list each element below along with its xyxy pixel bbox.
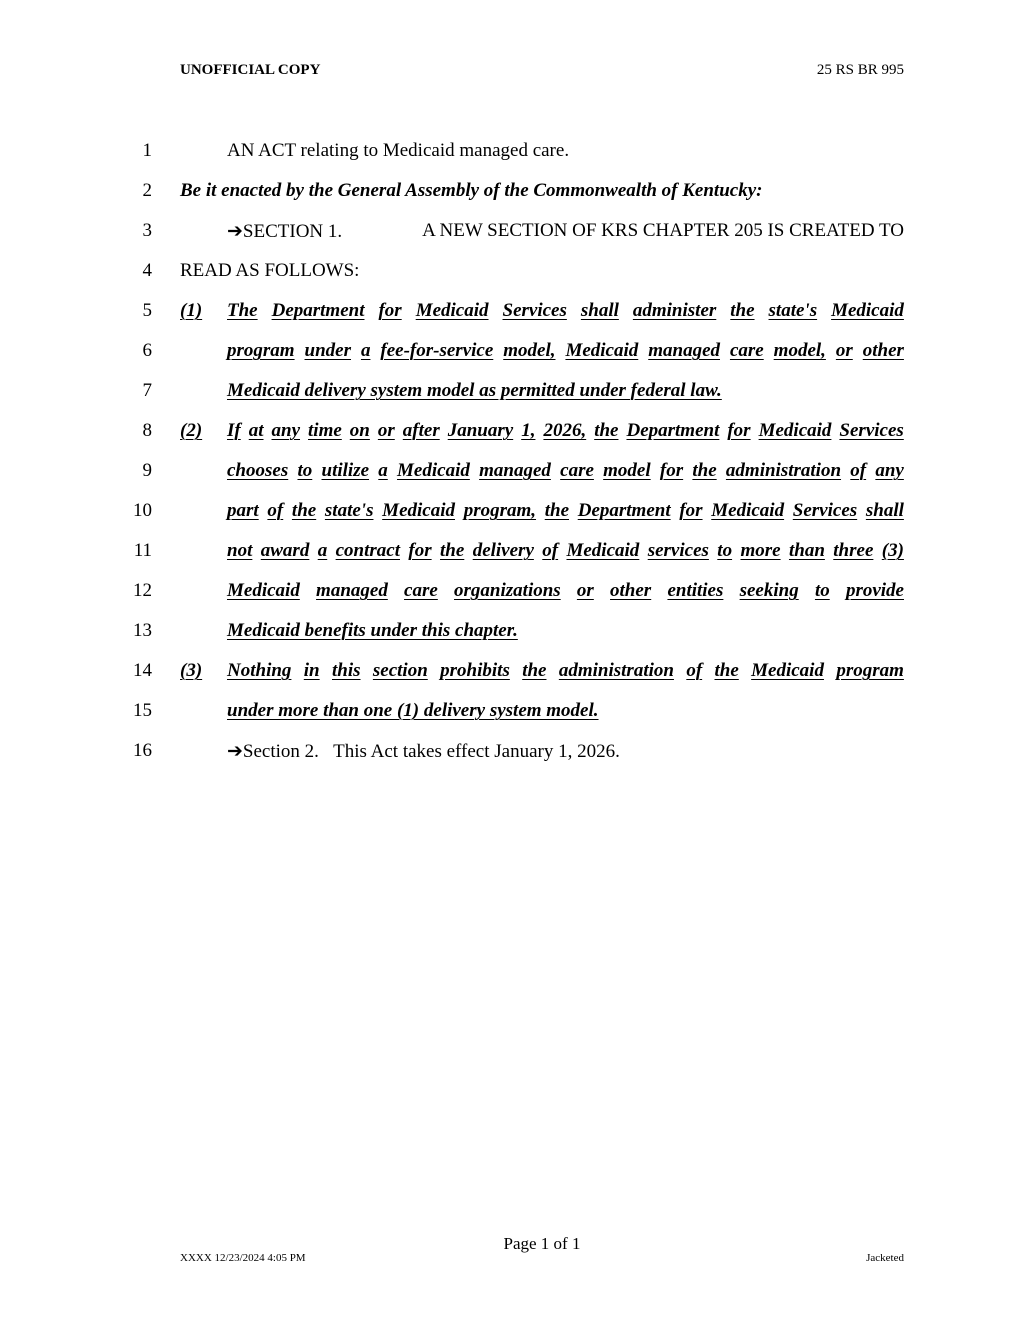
word: on: [349, 420, 370, 441]
word: in: [303, 660, 320, 681]
word: more: [740, 540, 781, 561]
word: for: [659, 460, 684, 481]
section1-heading: A NEW SECTION OF KRS CHAPTER 205 IS CREATED TO: [422, 220, 904, 241]
sub2-line1: [227, 420, 904, 442]
word: January: [447, 420, 514, 441]
word: Medicaid: [565, 340, 639, 361]
word: program,: [463, 500, 537, 521]
word: provide: [845, 580, 904, 601]
sub1-line3: Medicaid delivery system model as permitted under federal law.: [227, 380, 722, 401]
word: state's: [324, 500, 374, 521]
sub2-line2: [227, 460, 904, 482]
word: the: [714, 660, 739, 681]
word: the: [522, 660, 547, 681]
header-left: UNOFFICIAL COPY: [180, 62, 321, 78]
word: to: [814, 580, 830, 601]
word: a: [317, 540, 328, 561]
word: to: [717, 540, 733, 561]
word: the: [730, 300, 755, 321]
word: other: [862, 340, 904, 361]
word: Department: [271, 300, 365, 321]
sub2-line4: [227, 540, 904, 562]
sub1-line2: [227, 340, 904, 362]
word: Medicaid: [397, 460, 470, 481]
word: 1,: [521, 420, 536, 441]
word: managed: [479, 460, 551, 481]
word: prohibits: [440, 660, 510, 681]
word: Medicaid: [751, 660, 824, 681]
word: Services: [792, 500, 858, 521]
word: administer: [632, 300, 717, 321]
word: services: [647, 540, 709, 561]
word: after: [402, 420, 440, 441]
subsection-number: (2): [180, 420, 203, 441]
word: Medicaid: [415, 300, 489, 321]
word: administration: [725, 460, 842, 481]
word: the: [291, 500, 317, 521]
line-number: 3: [142, 220, 152, 241]
word: Services: [839, 420, 904, 441]
word: chooses: [227, 460, 289, 481]
word: administration: [558, 660, 674, 681]
sub3-line1: [227, 660, 904, 682]
subsection-number: (3): [180, 660, 203, 681]
word: contract: [335, 540, 400, 561]
word: for: [727, 420, 751, 441]
sub2-line6: Medicaid benefits under this chapter.: [227, 620, 518, 641]
line-number: 10: [133, 500, 152, 521]
line-number: 16: [133, 740, 152, 761]
line-number: 1: [142, 140, 152, 161]
word: to: [297, 460, 313, 481]
word: Department: [626, 420, 720, 441]
sub3-line2: under more than one (1) delivery system model.: [227, 700, 599, 721]
sub2-line3: [227, 500, 904, 522]
word: for: [408, 540, 432, 561]
bill-title: AN ACT relating to Medicaid managed care.: [227, 140, 570, 161]
word: care: [729, 340, 764, 361]
section2-text: This Act takes effect January 1, 2026.: [333, 741, 620, 762]
sub2-line5: [227, 580, 904, 602]
word: other: [610, 580, 652, 601]
word: any: [271, 420, 301, 441]
word: not: [227, 540, 253, 561]
word: section: [372, 660, 428, 681]
word: shall: [580, 300, 619, 321]
line-number: 13: [133, 620, 152, 641]
word: the: [544, 500, 570, 521]
word: managed: [316, 580, 388, 601]
line-number: 7: [142, 380, 152, 401]
word: fee-for-service: [380, 340, 494, 361]
word: a: [360, 340, 371, 361]
word: this: [332, 660, 361, 681]
line-number: 11: [133, 540, 152, 561]
word: Medicaid: [711, 500, 785, 521]
line-number: 5: [142, 300, 152, 321]
word: or: [576, 580, 594, 601]
word: for: [378, 300, 402, 321]
enacting-clause: Be it enacted by the General Assembly of the Commonwealth of Kentucky:: [180, 180, 763, 201]
line-number: 2: [142, 180, 152, 201]
line-number: 8: [142, 420, 152, 441]
word: Nothing: [227, 660, 292, 681]
word: a: [378, 460, 388, 481]
word: the: [594, 420, 619, 441]
section1-line: [227, 220, 904, 243]
word: or: [835, 340, 853, 361]
section1-label: SECTION 1.: [242, 221, 343, 242]
footer-right: Jacketed: [866, 1252, 904, 1264]
word: than: [788, 540, 825, 561]
word: program: [227, 340, 295, 361]
word: Services: [502, 300, 567, 321]
word: or: [377, 420, 395, 441]
word: care: [404, 580, 438, 601]
word: shall: [865, 500, 904, 521]
sub1-line1: [227, 300, 904, 322]
line-number: 12: [133, 580, 152, 601]
word: model,: [503, 340, 556, 361]
arrow-icon: ➔: [227, 221, 243, 242]
word: part: [227, 500, 259, 521]
line-number: 15: [133, 700, 152, 721]
word: state's: [768, 300, 818, 321]
word: program: [836, 660, 904, 681]
word: If: [227, 420, 241, 441]
word: award: [260, 540, 310, 561]
section2-line: [227, 740, 620, 763]
word: Medicaid: [566, 540, 640, 561]
word: three: [833, 540, 874, 561]
word: care: [560, 460, 594, 481]
section1-heading-cont: READ AS FOLLOWS:: [180, 260, 360, 281]
word: of: [850, 460, 867, 481]
arrow-icon: ➔: [227, 741, 243, 762]
word: (3): [881, 540, 904, 561]
line-number: 6: [142, 340, 152, 361]
word: time: [308, 420, 342, 441]
word: the: [692, 460, 717, 481]
word: model: [603, 460, 651, 481]
word: any: [875, 460, 904, 481]
word: of: [267, 500, 284, 521]
section2-label: Section 2.: [242, 741, 319, 762]
word: under: [304, 340, 351, 361]
word: The: [227, 300, 258, 321]
line-number: 4: [142, 260, 152, 281]
section-arrow-label: [227, 220, 342, 243]
footer-left: XXXX 12/23/2024 4:05 PM: [180, 1252, 306, 1264]
word: delivery: [472, 540, 534, 561]
word: of: [686, 660, 703, 681]
line-number: 14: [133, 660, 152, 681]
header-right: 25 RS BR 995: [816, 62, 904, 78]
word: 2026,: [543, 420, 587, 441]
word: for: [679, 500, 703, 521]
word: model,: [773, 340, 826, 361]
word: Medicaid: [831, 300, 904, 321]
word: entities: [667, 580, 724, 601]
word: at: [248, 420, 264, 441]
word: managed: [648, 340, 720, 361]
word: utilize: [321, 460, 370, 481]
word: Medicaid: [758, 420, 832, 441]
subsection-number: (1): [180, 300, 203, 321]
word: seeking: [739, 580, 799, 601]
word: Medicaid: [382, 500, 455, 521]
word: of: [542, 540, 559, 561]
word: the: [440, 540, 465, 561]
line-number: 9: [142, 460, 152, 481]
word: organizations: [454, 580, 561, 601]
page-number: Page 1 of 1: [503, 1234, 581, 1253]
word: Department: [577, 500, 671, 521]
word: Medicaid: [227, 580, 300, 601]
